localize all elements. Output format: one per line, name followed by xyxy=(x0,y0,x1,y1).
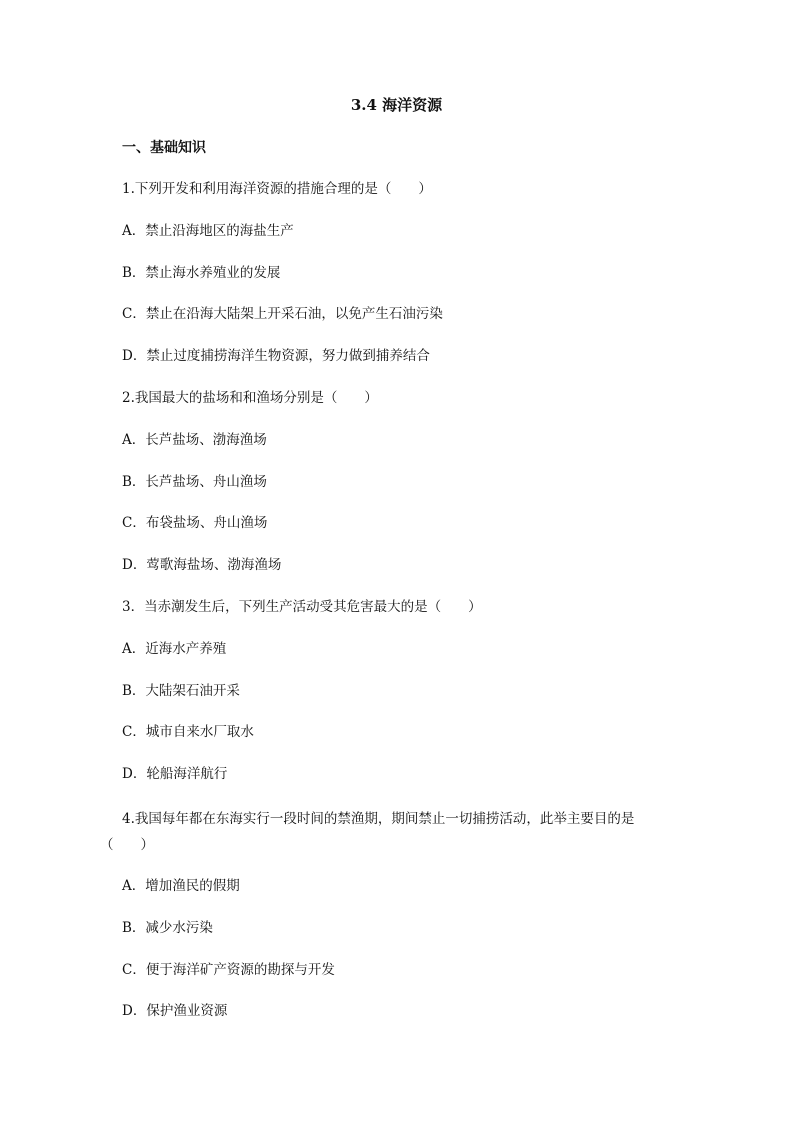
question-1-stem: 1.下列开发和利用海洋资源的措施合理的是（ ） xyxy=(122,181,432,197)
question-1-row xyxy=(122,179,692,221)
question-3-option-c-row xyxy=(122,722,692,764)
question-1-option-b: B．禁止海水养殖业的发展 xyxy=(122,264,281,281)
question-3-option-b-row xyxy=(122,681,692,723)
question-3-row xyxy=(122,597,692,639)
section-heading: 一、基础知识 xyxy=(122,140,206,156)
question-1-option-d: D．禁止过度捕捞海洋生物资源，努力做到捕养结合 xyxy=(122,348,430,365)
question-3-option-d-row xyxy=(122,764,692,806)
question-4-option-b-row xyxy=(122,918,692,960)
question-4-option-d: D．保护渔业资源 xyxy=(122,1003,228,1020)
question-4-option-b: B．减少水污染 xyxy=(122,919,213,936)
question-list xyxy=(100,179,692,1043)
question-2-option-d-row xyxy=(122,555,692,597)
question-1-option-c: C．禁止在沿海大陆架上开采石油，以免产生石油污染 xyxy=(122,306,443,323)
question-2-option-a-row xyxy=(122,430,692,472)
question-2-option-c: C．布袋盐场、舟山渔场 xyxy=(122,515,268,532)
question-4-stem-line1: 4.我国每年都在东海实行一段时间的禁渔期，期间禁止一切捕捞活动，此举主要目的是 xyxy=(122,810,635,827)
page-title: 3.4 海洋资源 xyxy=(350,96,443,114)
question-2-stem: 2.我国最大的盐场和和渔场分别是（ ） xyxy=(122,389,378,406)
question-2-option-d: D．莺歌海盐场、渤海渔场 xyxy=(122,557,282,574)
question-1-option-d-row xyxy=(122,346,692,388)
question-3-option-a: A．近海水产养殖 xyxy=(122,640,227,657)
question-3-option-d: D．轮船海洋航行 xyxy=(122,766,228,783)
question-2-option-c-row xyxy=(122,513,692,555)
question-4-option-c-row xyxy=(122,960,692,1002)
question-2-option-b-row xyxy=(122,472,692,514)
question-4-option-a: A．增加渔民的假期 xyxy=(122,877,240,894)
question-4-stem xyxy=(100,806,692,858)
question-4-option-a-row xyxy=(122,876,692,918)
question-1-option-a: A．禁止沿海地区的海盐生产 xyxy=(122,222,294,239)
question-3-option-b: B．大陆架石油开采 xyxy=(122,682,240,699)
question-4-option-d-row xyxy=(122,1001,692,1043)
question-2-option-a: A．长芦盐场、渤海渔场 xyxy=(122,431,267,448)
question-3-option-c: C．城市自来水厂取水 xyxy=(122,724,254,741)
question-4-stem-line2: （ ） xyxy=(100,836,154,853)
question-4-option-c: C．便于海洋矿产资源的勘探与开发 xyxy=(122,961,335,978)
question-1-option-c-row xyxy=(122,304,692,346)
question-2-option-b: B．长芦盐场、舟山渔场 xyxy=(122,473,267,490)
question-1-option-a-row xyxy=(122,221,692,263)
question-1-option-b-row xyxy=(122,263,692,305)
question-2-row xyxy=(122,388,692,430)
question-3-stem: 3．当赤潮发生后，下列生产活动受其危害最大的是（ ） xyxy=(122,598,482,615)
question-4-row xyxy=(100,806,692,876)
question-3-option-a-row xyxy=(122,639,692,681)
